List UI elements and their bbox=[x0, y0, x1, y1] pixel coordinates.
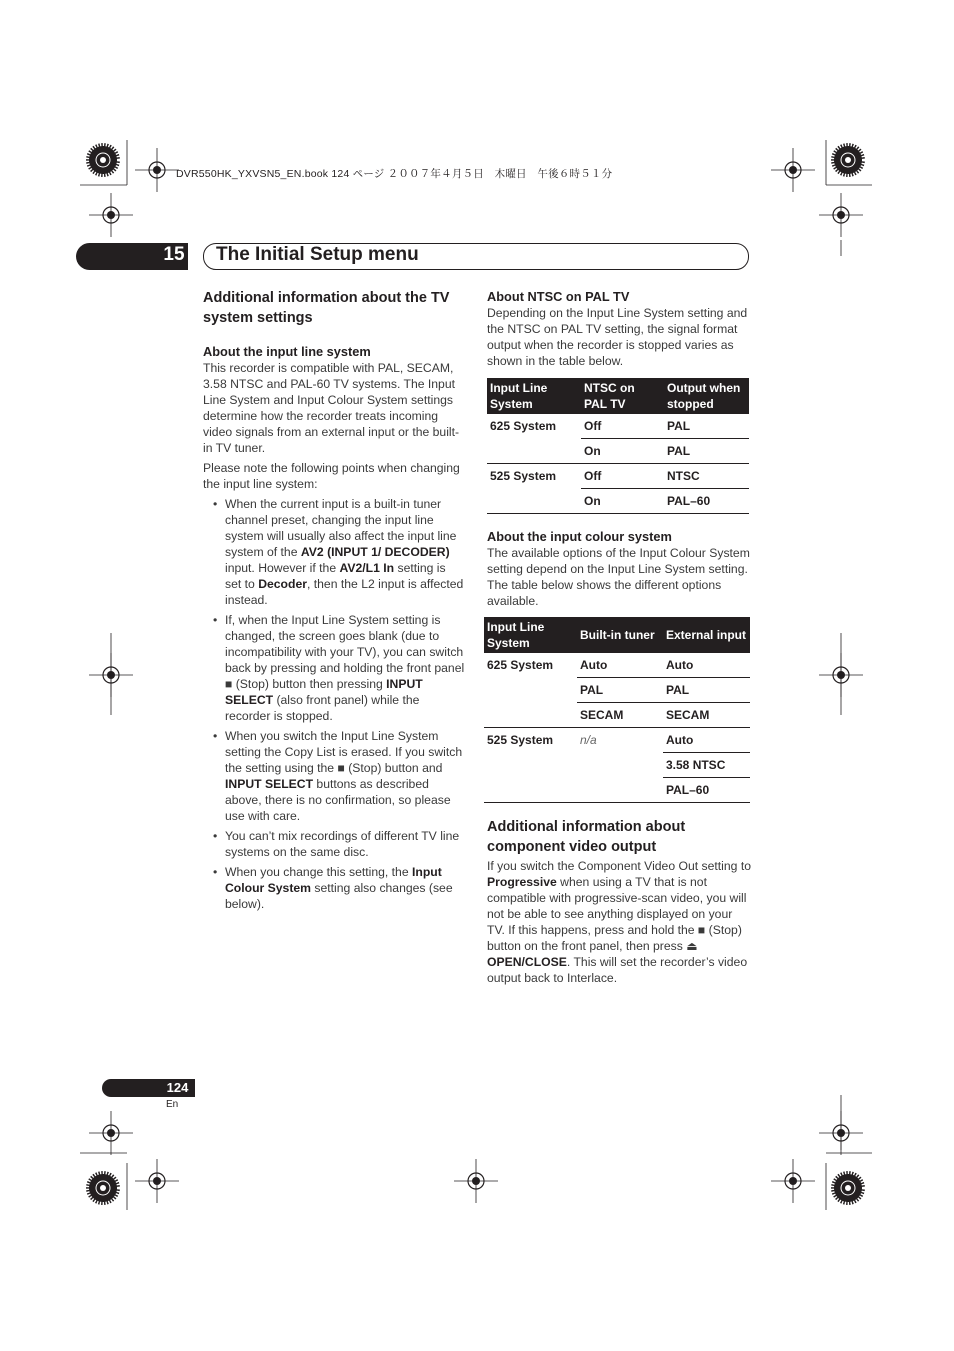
list-item: • If, when the Input Line System setting is changed, the screen goes blank (due to incompatibility with your TV), you can switch back by pressing and holding the front panel ■ (Stop) button then pressing INPUT SELECT (also front panel) while the recorder is stopped. bbox=[213, 613, 465, 723]
star-mark-bottom-right bbox=[831, 1171, 865, 1205]
table-row bbox=[484, 778, 750, 803]
table-cell: PAL bbox=[664, 439, 749, 464]
bullet: • bbox=[213, 729, 218, 743]
table-cell bbox=[487, 489, 581, 514]
section-heading: Additional information about component video output bbox=[487, 819, 686, 855]
bullet: • bbox=[213, 497, 218, 511]
table-cell bbox=[577, 778, 663, 803]
crosshair-mark bbox=[771, 148, 815, 192]
table-header: External input bbox=[663, 617, 750, 653]
table-cell: n/a bbox=[580, 733, 597, 748]
paragraph: Depending on the Input Line System setting and the NTSC on PAL TV setting, the signal format output when the recorder is stopped varies as shown in the table below. bbox=[487, 306, 748, 368]
star-mark-top-right bbox=[831, 143, 865, 177]
table-cell bbox=[484, 778, 577, 803]
paragraph: The available options of the Input Colour System setting depend on the Input Line System setting. The table below shows the different options available. bbox=[487, 546, 750, 608]
bullet: • bbox=[213, 829, 218, 843]
subsection-heading: About the input colour system bbox=[487, 529, 672, 544]
table-cell: SECAM bbox=[577, 703, 663, 728]
crosshair-mark bbox=[89, 1111, 133, 1155]
table-cell: 625 System bbox=[490, 419, 557, 434]
bullet: • bbox=[213, 613, 218, 627]
table-row bbox=[484, 653, 750, 678]
table-cell: PAL bbox=[577, 678, 663, 703]
ntsc-on-pal-table bbox=[487, 378, 749, 514]
table-cell: Off bbox=[581, 414, 664, 439]
crosshair-mark bbox=[135, 148, 179, 192]
list-item: • When the current input is a built-in tuner channel preset, changing the input line system will usually also affect the input line system of the AV2 (INPUT 1/ DECODER) input. However if the AV2/L1 In setting is set to Decoder, then the L2 input is affected instead. bbox=[213, 497, 464, 607]
table-row bbox=[484, 728, 750, 753]
table-cell: 3.58 NTSC bbox=[663, 753, 750, 778]
table-row bbox=[487, 439, 749, 464]
table-cell: On bbox=[581, 489, 664, 514]
file-info: DVR550HK_YXVSN5_EN.book 124 ページ ２００７年４月５日 木曜日 午後６時５１分 bbox=[176, 168, 613, 180]
table-row bbox=[484, 678, 750, 703]
list-item: • When you change this setting, the Input Colour System setting also changes (see below). bbox=[213, 865, 453, 911]
subsection-heading: About the input line system bbox=[203, 344, 371, 359]
table-cell: Off bbox=[581, 464, 664, 489]
paragraph: This recorder is compatible with PAL, SECAM, 3.58 NTSC and PAL-60 TV systems. The Input Line System and Input Colour System settings determine how the recorder treats incoming video signals from an external input or the built-in TV tuner. bbox=[203, 361, 460, 455]
table-cell: 625 System bbox=[487, 658, 554, 673]
crosshair-mark bbox=[135, 1159, 179, 1203]
paragraph: Please note the following points when changing the input line system: bbox=[203, 461, 460, 491]
table-row bbox=[487, 464, 749, 489]
table-header: Output when stopped bbox=[664, 378, 749, 414]
table-cell: 525 System bbox=[487, 733, 554, 748]
input-colour-table bbox=[484, 617, 750, 803]
paragraph: If you switch the Component Video Out setting to Progressive when using a TV that is not compatible with progressive-scan video, you will not be able to see anything displayed on your TV. If this happens, press and hold the ■ (Stop) button on the front panel, then press ⏏ OPEN/CLOSE. This will set the recorder’s video output back to Interlace. bbox=[487, 859, 751, 985]
list-item: • When you switch the Input Line System setting the Copy List is erased. If you switch the setting using the ■ (Stop) button and INPUT SELECT buttons as described above, there is no confirmation, so please use with care. bbox=[213, 729, 463, 823]
bullet: • bbox=[213, 865, 218, 879]
table-header-row bbox=[487, 378, 749, 414]
crosshair-mark bbox=[89, 193, 133, 237]
page-number: 124 bbox=[166, 1080, 189, 1095]
table-cell: PAL bbox=[663, 678, 750, 703]
table-cell: 525 System bbox=[490, 469, 557, 484]
table-row bbox=[484, 753, 750, 778]
table-row bbox=[487, 489, 749, 514]
table-row bbox=[487, 414, 749, 439]
page-language: En bbox=[166, 1099, 179, 1110]
table-cell bbox=[484, 678, 577, 703]
crosshair-mark bbox=[771, 1159, 815, 1203]
star-mark-bottom-left bbox=[86, 1171, 120, 1205]
table-cell: NTSC bbox=[664, 464, 749, 489]
table-cell: On bbox=[581, 439, 664, 464]
table-cell: Auto bbox=[663, 728, 750, 753]
table-cell: Auto bbox=[577, 653, 663, 678]
crosshair-mark bbox=[454, 1159, 498, 1203]
table-cell bbox=[487, 439, 581, 464]
table-header: Input Line System bbox=[484, 617, 577, 653]
subsection-heading: About NTSC on PAL TV bbox=[487, 289, 630, 304]
table-cell bbox=[484, 753, 577, 778]
bullet-list bbox=[203, 496, 465, 912]
table-row bbox=[484, 703, 750, 728]
table-cell: PAL–60 bbox=[663, 778, 750, 803]
table-cell: PAL–60 bbox=[664, 489, 749, 514]
table-cell bbox=[577, 753, 663, 778]
section-heading: Additional information about the TV system settings bbox=[203, 290, 450, 326]
table-header: Built-in tuner bbox=[577, 617, 663, 653]
star-mark-top-left bbox=[86, 143, 120, 177]
chapter-number: 15 bbox=[163, 244, 185, 265]
table-cell: Auto bbox=[663, 653, 750, 678]
list-item: • You can’t mix recordings of different TV line systems on the same disc. bbox=[213, 829, 460, 859]
chapter-title: The Initial Setup menu bbox=[216, 244, 419, 265]
right-column bbox=[487, 288, 751, 990]
crosshair-mark bbox=[819, 193, 863, 237]
table-cell: PAL bbox=[664, 414, 749, 439]
table-header: NTSC on PAL TV bbox=[581, 378, 664, 414]
table-cell: SECAM bbox=[663, 703, 750, 728]
table-header: Input Line System bbox=[487, 378, 581, 414]
table-header-row bbox=[484, 617, 750, 653]
table-cell bbox=[484, 703, 577, 728]
left-column bbox=[203, 288, 465, 916]
